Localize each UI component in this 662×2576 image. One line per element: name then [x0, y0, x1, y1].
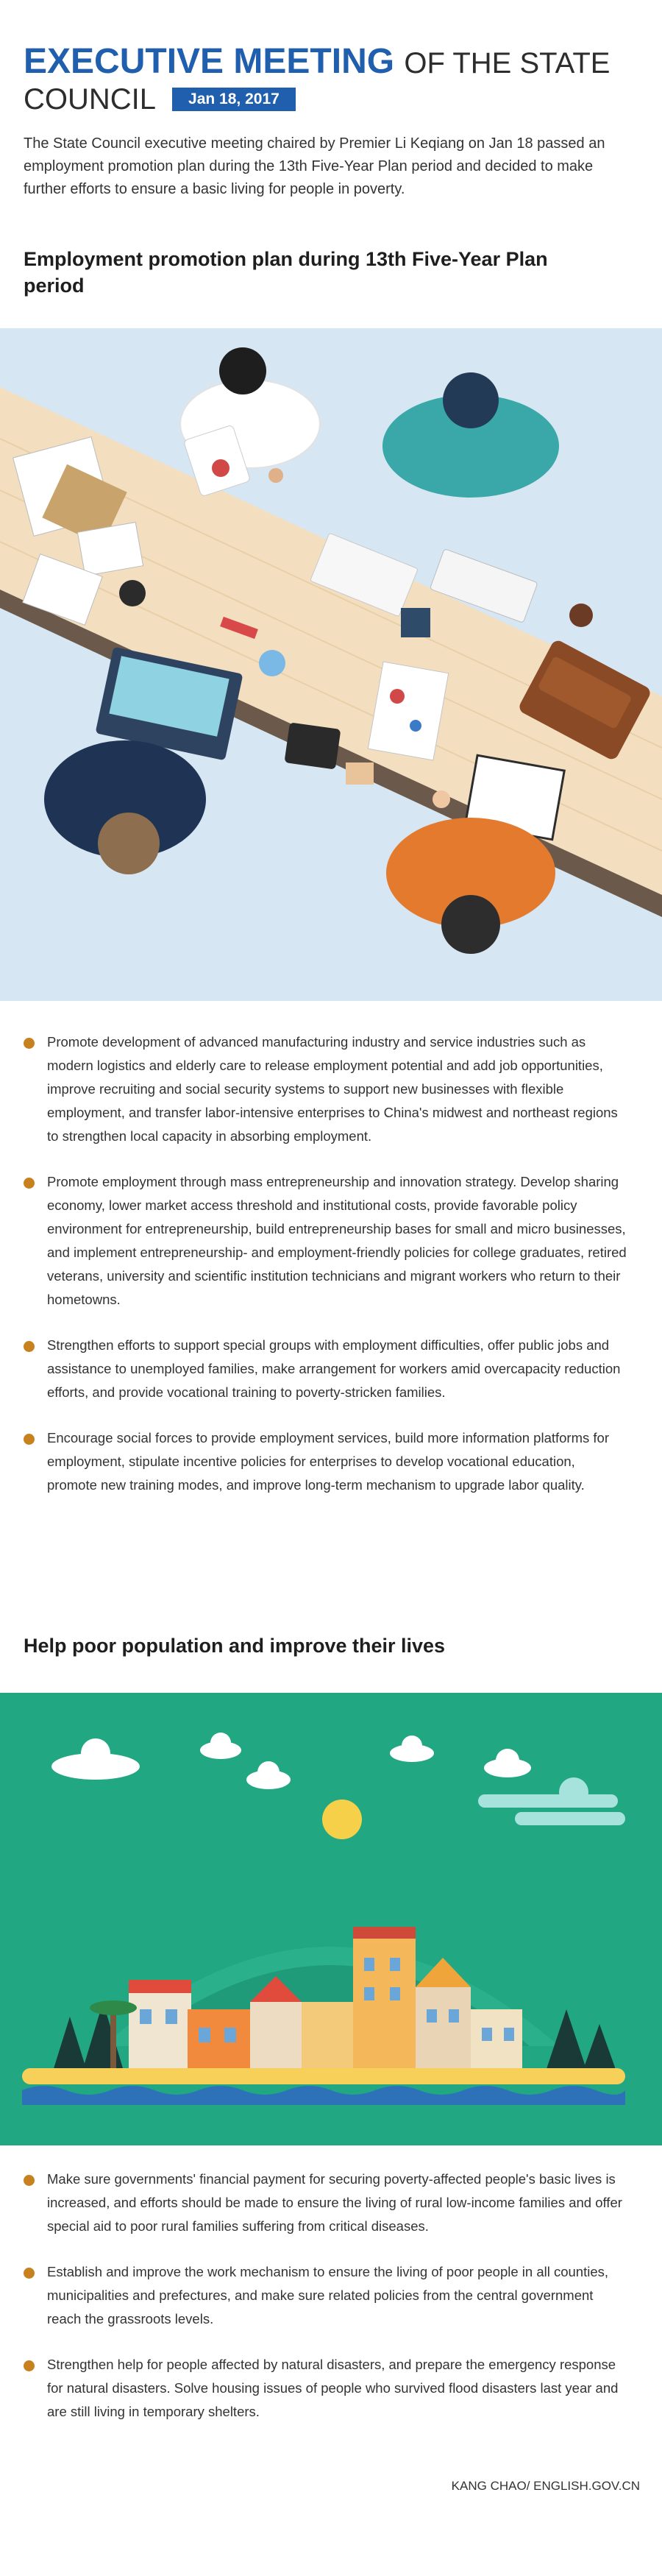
bullet-icon	[24, 1434, 35, 1445]
list-item-text: Establish and improve the work mechanism to ensure the living of poor people in all counties, municipalities and prefectures, and make sure related policies from the central government reach the grassroots levels.	[47, 2264, 609, 2326]
list-item	[24, 1426, 627, 1497]
bullet-icon	[24, 2268, 35, 2279]
list-item	[24, 1170, 627, 1312]
title-strong: EXECUTIVE MEETING	[24, 42, 395, 81]
credit-line: KANG CHAO/ ENGLISH.GOV.CN	[451, 2479, 640, 2493]
intro-paragraph: The State Council executive meeting chaired by Premier Li Keqiang on Jan 18 passed an employment promotion plan during the 13th Five-Year Plan period and decided to make further efforts to ensure a basic living for people in poverty.	[24, 135, 605, 197]
section-title-poverty: Help poor population and improve their lives	[24, 1635, 446, 1657]
bullet-icon	[24, 2360, 35, 2371]
bullet-icon	[24, 1341, 35, 1352]
illustration-town	[0, 1693, 662, 2145]
sun-icon	[322, 1800, 362, 1839]
employment-list	[24, 1030, 627, 1519]
list-item-text: Make sure governments' financial payment for securing poverty-affected people's basic lives is increased, and efforts should be made to ensure the living of rural low-income families and offer special aid to poor rural families suffering from critical diseases.	[47, 2171, 622, 2234]
date-badge: Jan 18, 2017	[172, 88, 296, 111]
town-illustration	[0, 1693, 662, 2145]
list-item	[24, 1030, 627, 1148]
illustration-office-meeting	[0, 328, 662, 1001]
list-item-text: Strengthen help for people affected by natural disasters, and prepare the emergency response for natural disasters. Solve housing issues of people who survived flood disasters last year and are still living in temporary shelters.	[47, 2357, 619, 2419]
poverty-list	[24, 2168, 627, 2446]
bullet-icon	[24, 2175, 35, 2186]
header	[24, 43, 641, 116]
office-meeting-illustration	[0, 328, 662, 1001]
title-rest: OF THE STATE	[404, 47, 611, 79]
title-council: COUNCIL	[24, 83, 157, 116]
list-item	[24, 1334, 627, 1404]
list-item	[24, 2260, 627, 2331]
title-line-2	[24, 82, 641, 116]
list-item-text: Strengthen efforts to support special groups with employment difficulties, offer public jobs and assistance to unemployed families, make arrangement for workers amid overcapacity reduction efforts, and provide vocational training to poverty-stricken families.	[47, 1337, 621, 1400]
list-item-text: Promote development of advanced manufacturing industry and service industries such as modern logistics and elderly care to release employment potential and add job opportunities, improve recruiting and social security systems to support new businesses with flexible employment, and transfer labor-intensive enterprises to China's midwest and northeast regions to strengthen local capacity in absorbing employment.	[47, 1034, 618, 1144]
list-item	[24, 2168, 627, 2238]
section-title-employment: Employment promotion plan during 13th Five-Year Plan period	[24, 248, 548, 297]
list-item	[24, 2353, 627, 2424]
bullet-icon	[24, 1178, 35, 1189]
list-item-text: Encourage social forces to provide employment services, build more information platforms for employment, stipulate incentive policies for enterprises to develop vocational education, promote new training modes, and improve long-term mechanism to upgrade labor quality.	[47, 1430, 609, 1493]
list-item-text: Promote employment through mass entrepreneurship and innovation strategy. Develop sharing economy, lower market access threshold and institutional costs, provide favorable policy environment for entrepreneurship, build entrepreneurship bases for small and micro businesses, and implement entrepreneurship- and employment-friendly policies for college graduates, retired veterans, university and scientific institution technicians and migrant workers who return to their hometowns.	[47, 1174, 627, 1307]
page-title	[24, 43, 641, 82]
bullet-icon	[24, 1038, 35, 1049]
